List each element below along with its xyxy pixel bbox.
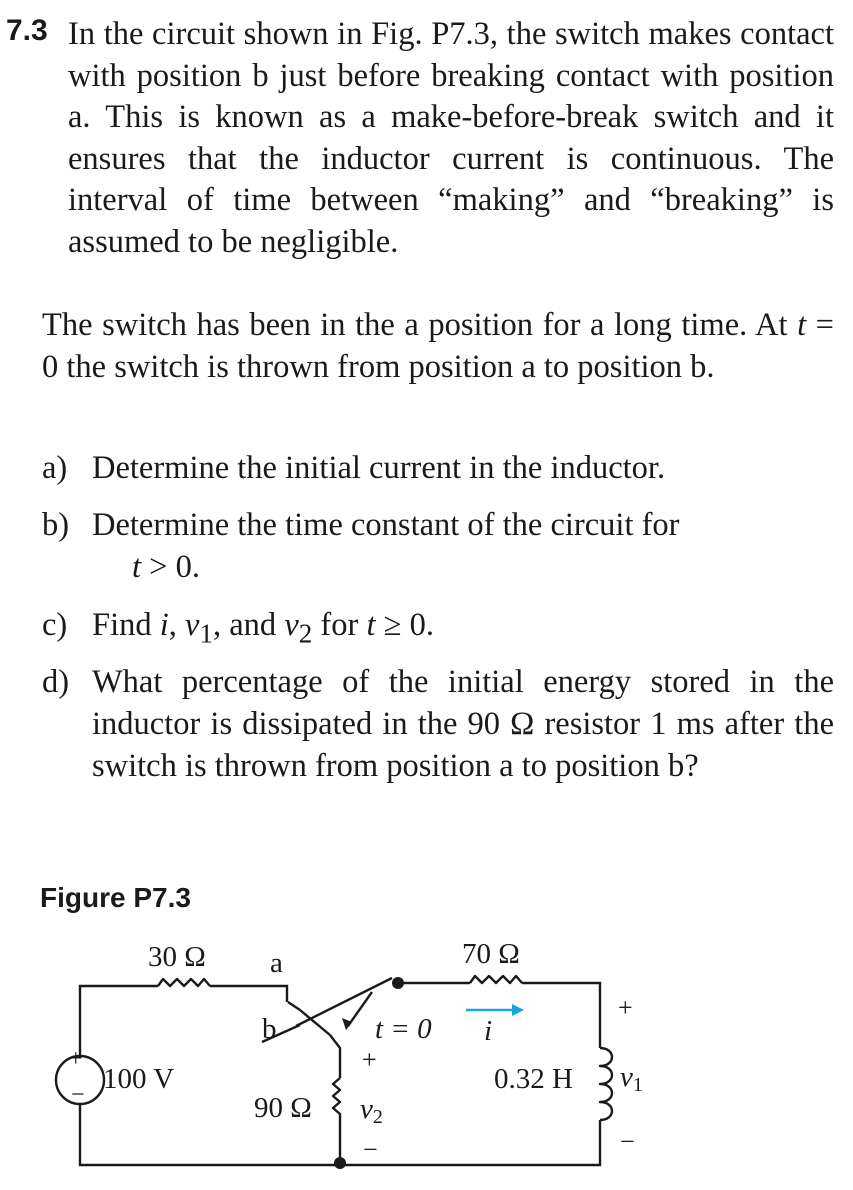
part-c-var-v1: v: [185, 607, 200, 643]
label-position-a: a: [270, 947, 283, 979]
label-v2: [360, 1093, 383, 1128]
source-minus: −: [71, 1082, 85, 1108]
part-b-var-t: t: [132, 549, 142, 585]
figure-title: Figure P7.3: [40, 882, 191, 913]
part-c-var-t: t: [366, 607, 376, 643]
label-70-ohm: 70 Ω: [462, 938, 520, 970]
v2-plus: +: [362, 1045, 377, 1074]
label-inductor: 0.32 H: [494, 1063, 573, 1095]
inductor-0-32h: [600, 1048, 612, 1120]
part-c-find: Find: [92, 607, 160, 643]
part-b-cond: > 0.: [141, 549, 200, 585]
label-switch-time: t = 0: [375, 1013, 432, 1045]
label-100v: 100 V: [103, 1063, 175, 1095]
v1-var: v: [620, 1061, 633, 1093]
part-c-for: for: [312, 607, 367, 643]
label-30-ohm: 30 Ω: [148, 941, 206, 973]
setup-text-1: The switch has been in the a position for a long time. At: [42, 307, 798, 343]
wire-right-top: [522, 983, 600, 1048]
problem-number: 7.3: [6, 14, 48, 47]
part-c-var-v2: v: [284, 607, 299, 643]
source-plus: +: [69, 1046, 83, 1072]
part-c-text: [92, 604, 834, 655]
switch-arrowhead: [342, 1018, 352, 1030]
part-c-label: c): [42, 607, 68, 643]
part-a: [42, 447, 834, 489]
contact-a-stub: [288, 1002, 300, 1010]
part-c-var-i: i: [159, 607, 169, 643]
bottom-node: [334, 1157, 346, 1169]
part-b-main: Determine the time constant of the circuit for: [92, 507, 680, 543]
part-a-label: a): [42, 450, 68, 486]
setup-var-t: t: [797, 307, 807, 343]
resistor-70-ohm: [470, 976, 522, 983]
label-current-i: i: [484, 1015, 493, 1047]
resistor-30-ohm: [158, 979, 210, 986]
current-arrowhead: [512, 1004, 524, 1016]
wire-to-90: [330, 1035, 340, 1078]
label-position-b: b: [262, 1013, 277, 1045]
part-d: [42, 661, 834, 787]
v2-sub: 2: [372, 1106, 383, 1128]
part-d-label: d): [42, 664, 70, 700]
v1-plus: +: [618, 993, 633, 1022]
part-b-text: [92, 504, 834, 588]
v1-sub: 1: [632, 1074, 643, 1096]
resistor-90-ohm: [333, 1078, 340, 1165]
part-b-label: b): [42, 507, 70, 543]
label-v1: [620, 1061, 643, 1096]
v1-minus: −: [620, 1127, 635, 1156]
part-c-comma: ,: [168, 607, 186, 643]
part-b-continuation: [92, 546, 834, 588]
part-c: [42, 604, 834, 655]
wire-left-top: [80, 986, 158, 1058]
part-c-sub2: 2: [298, 618, 313, 649]
circuit-diagram: [0, 930, 853, 1185]
part-c-sub1: 1: [199, 618, 213, 649]
v2-minus: −: [363, 1135, 378, 1164]
part-c-cond: ≥ 0.: [375, 607, 434, 643]
part-a-text: Determine the initial current in the inductor.: [92, 450, 666, 486]
label-90-ohm: 90 Ω: [254, 1092, 312, 1124]
wire-to-a: [210, 986, 287, 1002]
part-c-and: , and: [213, 607, 285, 643]
problem-intro: In the circuit shown in Fig. P7.3, the switch makes contact with position b just before breaking contact with position a. This is known as a make-before-break switch and it ensures that the inductor current is continuous. The interval of time between “making” and “breaking” is assumed to be negligible.: [68, 16, 834, 260]
part-d-text: What percentage of the initial energy stored in the inductor is dissipated in the 90 Ω resistor 1 ms after the switch is thrown from position a to position b?: [92, 664, 834, 784]
part-b: [42, 504, 834, 588]
problem-setup-paragraph: [42, 304, 834, 388]
setup-text-2: = 0 the switch is thrown from position a to position b.: [42, 307, 834, 385]
v2-var: v: [360, 1093, 373, 1125]
